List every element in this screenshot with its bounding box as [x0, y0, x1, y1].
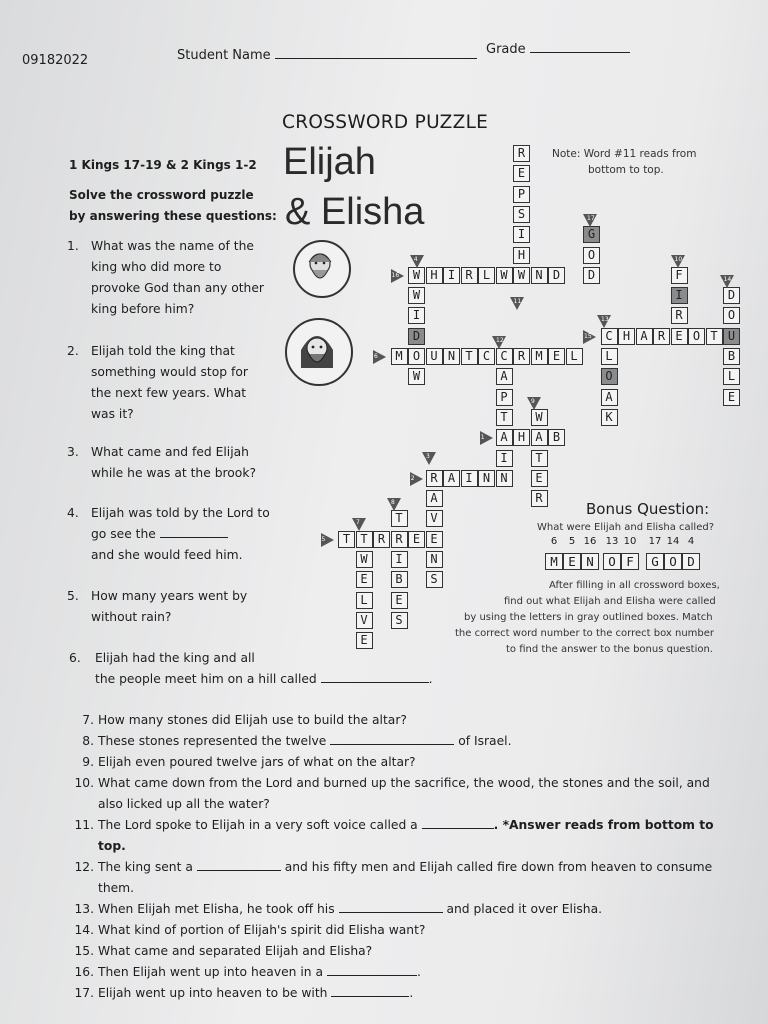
clue-marker-number: 5 — [321, 535, 326, 543]
clue-marker-number: 2 — [410, 474, 415, 482]
crossword-cell[interactable]: V — [426, 510, 443, 527]
crossword-cell[interactable]: A — [531, 429, 548, 446]
crossword-cell[interactable]: W — [496, 267, 513, 284]
crossword-cell[interactable]: E — [513, 165, 530, 182]
crossword-cell[interactable]: M — [391, 348, 408, 365]
crossword-cell[interactable]: R — [391, 531, 408, 548]
question-4 — [67, 503, 273, 566]
question-text-after: . — [409, 986, 414, 1000]
crossword-cell[interactable]: O — [408, 348, 425, 365]
question-number: 1. — [67, 239, 79, 253]
grade-label — [486, 41, 630, 57]
bonus-instructions-3: by using the letters in gray outlined boxes. Match — [464, 612, 713, 623]
crossword-cell[interactable]: C — [601, 328, 618, 345]
crossword-cell[interactable]: T — [531, 450, 548, 467]
clue-marker-6 — [373, 350, 386, 364]
clue-marker-number: 6 — [374, 353, 378, 360]
clue-marker-2 — [410, 472, 423, 486]
crossword-cell[interactable]: L — [356, 592, 373, 609]
crossword-cell[interactable]: W — [408, 287, 425, 304]
question-number: 14. — [74, 923, 94, 937]
clue-marker-number: 15 — [584, 332, 592, 340]
crossword-cell[interactable]: D — [548, 267, 565, 284]
crossword-cell[interactable]: B — [391, 571, 408, 588]
crossword-cell[interactable]: E — [426, 531, 443, 548]
crossword-cell[interactable]: B — [548, 429, 565, 446]
question-text-after: . *Answer reads from bottom to — [493, 818, 714, 832]
question-number: 10. — [74, 776, 94, 790]
crossword-cell[interactable]: H — [426, 267, 443, 284]
clue-marker-number: 17 — [587, 214, 595, 222]
clue-marker-number: 16 — [391, 271, 400, 279]
crossword-cell[interactable]: I — [671, 287, 688, 304]
crossword-cell[interactable]: R — [426, 470, 443, 487]
elisha-portrait-icon — [285, 318, 353, 386]
clue-marker-number: 7 — [356, 519, 360, 527]
crossword-cell[interactable]: H — [618, 328, 635, 345]
crossword-cell[interactable]: I — [461, 470, 478, 487]
crossword-cell[interactable]: R — [461, 267, 478, 284]
crossword-cell[interactable]: R — [671, 307, 688, 324]
bonus-box-number: 10 — [623, 536, 637, 547]
crossword-cell[interactable]: B — [723, 348, 740, 365]
bonus-answer-box[interactable]: N — [581, 553, 599, 570]
crossword-cell[interactable]: N — [531, 267, 548, 284]
bonus-box-number: 14 — [666, 536, 680, 547]
crossword-cell[interactable]: N — [478, 470, 495, 487]
crossword-cell[interactable]: E — [391, 592, 408, 609]
answer-blank[interactable] — [339, 901, 443, 913]
question-number: 9. — [82, 755, 94, 769]
question-number: 4. — [67, 506, 79, 520]
bonus-box-number: 4 — [687, 536, 695, 547]
crossword-cell[interactable]: S — [426, 571, 443, 588]
question-text: Elijah even poured twelve jars of what on the altar? — [98, 755, 416, 769]
crossword-cell[interactable]: R — [513, 145, 530, 162]
question-text: The Lord spoke to Elijah in a very soft voice called a — [98, 818, 418, 832]
question-2 — [67, 341, 263, 425]
question-number: 17. — [74, 986, 94, 1000]
question-text: Then Elijah went up into heaven in a — [98, 965, 324, 979]
student-name-text: Student Name — [177, 48, 271, 63]
question-7 — [72, 710, 762, 731]
question-text: What came and fed Elijah while he was at the brook? — [91, 445, 256, 480]
question-text: What was the name of the king who did more to provoke God than any other king before him? — [91, 239, 264, 316]
crossword-cell[interactable]: W — [513, 267, 530, 284]
crossword-cell[interactable]: T — [338, 531, 355, 548]
crossword-cell[interactable]: S — [391, 612, 408, 629]
page-title: CROSSWORD PUZZLE — [282, 112, 489, 133]
crossword-cell[interactable]: U — [426, 348, 443, 365]
crossword-cell[interactable]: S — [513, 206, 530, 223]
bonus-box-number: 13 — [605, 536, 619, 547]
crossword-cell[interactable]: A — [496, 429, 513, 446]
question-number: 7. — [82, 713, 94, 727]
bonus-answer-box[interactable]: D — [682, 553, 700, 570]
question-text: Elijah was told by the Lord to go see the — [91, 506, 270, 541]
question-text-after: and his fifty men and Elijah called fire down from heaven to consume — [284, 860, 713, 874]
answer-blank[interactable] — [422, 817, 494, 829]
clue-marker-8 — [387, 498, 401, 511]
clue-marker-16 — [391, 269, 404, 283]
clue-marker-10 — [671, 255, 685, 268]
crossword-cell[interactable]: C — [478, 348, 495, 365]
crossword-cell[interactable]: A — [601, 389, 618, 406]
crossword-cell[interactable]: C — [496, 348, 513, 365]
question-8 — [72, 731, 762, 752]
crossword-cell[interactable]: U — [723, 328, 740, 345]
crossword-cell[interactable]: T — [706, 328, 723, 345]
scripture-reference: 1 Kings 17-19 & 2 Kings 1-2 — [69, 158, 257, 172]
question-number: 3. — [67, 445, 79, 459]
question-text-after: and placed it over Elisha. — [446, 902, 603, 916]
bonus-answer-box[interactable]: F — [621, 553, 639, 570]
question-text: How many years went by without rain? — [91, 589, 248, 624]
question-text: What came and separated Elijah and Elisha? — [98, 944, 373, 958]
crossword-cell[interactable]: I — [513, 226, 530, 243]
crossword-cell[interactable]: A — [426, 490, 443, 507]
question-number: 13. — [74, 902, 94, 916]
clue-marker-number: 13 — [601, 316, 609, 324]
bonus-answer-box[interactable]: M — [545, 553, 563, 570]
crossword-cell[interactable]: L — [723, 368, 740, 385]
crossword-cell[interactable]: L — [478, 267, 495, 284]
crossword-cell[interactable]: W — [531, 409, 548, 426]
crossword-cell[interactable]: E — [356, 632, 373, 649]
crossword-cell[interactable]: T — [461, 348, 478, 365]
question-text: What kind of portion of Elijah's spirit did Elisha want? — [98, 923, 426, 937]
crossword-cell[interactable]: D — [583, 267, 600, 284]
student-name-label — [177, 47, 477, 63]
question-10 — [72, 773, 762, 794]
answer-blank[interactable] — [321, 671, 429, 683]
crossword-cell[interactable]: W — [356, 551, 373, 568]
question-text-continued: and she would feed him. — [91, 548, 243, 562]
bonus-title: Bonus Question: — [586, 500, 710, 518]
question-14 — [72, 920, 762, 941]
crossword-cell[interactable]: P — [513, 186, 530, 203]
crossword-cell[interactable]: I — [443, 267, 460, 284]
instructions-line1: Solve the crossword puzzle — [69, 188, 254, 202]
crossword-cell[interactable]: E — [723, 389, 740, 406]
crossword-cell[interactable]: P — [496, 389, 513, 406]
clue-marker-number: 14 — [723, 275, 732, 283]
note-line1: Note: Word #11 reads from — [552, 148, 697, 160]
bonus-box-number: 5 — [568, 536, 576, 547]
grade-blank[interactable] — [530, 41, 630, 53]
crossword-cell[interactable]: A — [496, 368, 513, 385]
bonus-box-number: 16 — [583, 536, 597, 547]
question-number: 12. — [74, 860, 94, 874]
crossword-cell[interactable]: I — [496, 450, 513, 467]
crossword-cell[interactable]: I — [408, 307, 425, 324]
question-number: 5. — [67, 589, 79, 603]
clue-marker-12 — [492, 336, 506, 349]
question-text: Elijah told the king that something would stop for the next few years. What was it? — [91, 344, 248, 421]
crossword-cell[interactable]: E — [408, 531, 425, 548]
crossword-cell[interactable]: T — [496, 409, 513, 426]
elijah-portrait-icon — [293, 240, 351, 298]
clue-marker-9 — [527, 397, 541, 410]
bonus-answer-box[interactable]: G — [646, 553, 664, 570]
crossword-cell[interactable]: O — [688, 328, 705, 345]
question-text: Elijah went up into heaven to be with — [98, 986, 328, 1000]
clue-marker-number: 11 — [513, 298, 522, 306]
clue-marker-5 — [321, 533, 334, 547]
question-text-after: of Israel. — [458, 734, 512, 748]
question-6 — [69, 648, 455, 690]
crossword-cell[interactable]: O — [583, 247, 600, 264]
crossword-cell[interactable]: W — [408, 267, 425, 284]
crossword-cell[interactable]: F — [671, 267, 688, 284]
crossword-cell[interactable]: A — [636, 328, 653, 345]
question-number: 16. — [74, 965, 94, 979]
question-13 — [72, 899, 762, 920]
question-10-continued: also licked up all the water? — [98, 797, 270, 811]
clue-marker-number: 12 — [496, 336, 504, 344]
crossword-cell[interactable]: E — [548, 348, 565, 365]
question-number: 6. — [69, 651, 81, 665]
clue-marker-13 — [597, 315, 611, 328]
question-15 — [72, 941, 762, 962]
bonus-answer-box[interactable]: O — [603, 553, 621, 570]
crossword-cell[interactable]: O — [723, 307, 740, 324]
question-end: . — [428, 672, 433, 686]
question-1 — [67, 236, 271, 320]
question-16 — [72, 962, 762, 983]
crossword-cell[interactable]: R — [373, 531, 390, 548]
crossword-cell[interactable]: T — [391, 510, 408, 527]
bonus-answer-box[interactable]: O — [664, 553, 682, 570]
answer-blank[interactable] — [327, 964, 417, 976]
crossword-cell[interactable]: E — [356, 571, 373, 588]
question-list-bottom — [72, 710, 762, 1004]
bonus-box-number: 6 — [550, 536, 558, 547]
bonus-question: What were Elijah and Elisha called? — [537, 522, 715, 533]
crossword-cell[interactable]: V — [356, 612, 373, 629]
clue-marker-11 — [510, 297, 524, 310]
note-line2: bottom to top. — [588, 164, 664, 176]
crossword-cell[interactable]: G — [583, 226, 600, 243]
crossword-cell[interactable]: W — [408, 368, 425, 385]
crossword-cell[interactable]: R — [513, 348, 530, 365]
worksheet-code: 09182022 — [22, 53, 89, 68]
question-3 — [67, 442, 269, 484]
question-number: 11. — [74, 818, 94, 832]
question-text-continued: the people meet him on a hill called — [95, 672, 317, 686]
crossword-cell[interactable]: N — [496, 470, 513, 487]
clue-marker-number: 1 — [480, 434, 485, 442]
crossword-cell[interactable]: R — [531, 490, 548, 507]
crossword-cell[interactable]: E — [531, 470, 548, 487]
clue-marker-7 — [352, 518, 366, 531]
subtitle-elijah: Elijah — [283, 141, 376, 183]
crossword-cell[interactable]: D — [723, 287, 740, 304]
question-text: How many stones did Elijah use to build the altar? — [98, 713, 407, 727]
crossword-cell[interactable]: H — [513, 429, 530, 446]
crossword-cell[interactable]: O — [601, 368, 618, 385]
clue-marker-15 — [583, 330, 596, 344]
clue-marker-number: 10 — [674, 255, 683, 263]
question-number: 8. — [82, 734, 94, 748]
question-9 — [72, 752, 762, 773]
crossword-cell[interactable]: H — [513, 247, 530, 264]
clue-marker-number: 9 — [531, 397, 535, 405]
crossword-cell[interactable]: M — [531, 348, 548, 365]
crossword-cell[interactable]: N — [443, 348, 460, 365]
subtitle-elisha: & Elisha — [285, 191, 425, 233]
answer-blank[interactable] — [331, 985, 409, 997]
clue-marker-1 — [480, 431, 493, 445]
crossword-cell[interactable]: L — [601, 348, 618, 365]
clue-marker-number: 3 — [426, 452, 430, 460]
question-number: 15. — [74, 944, 94, 958]
question-5 — [67, 586, 271, 628]
crossword-cell[interactable]: T — [356, 531, 373, 548]
question-text-after: . — [416, 965, 421, 979]
clue-marker-14 — [720, 275, 734, 288]
crossword-cell[interactable]: L — [566, 348, 583, 365]
crossword-cell[interactable]: N — [426, 551, 443, 568]
crossword-cell[interactable]: D — [408, 328, 425, 345]
question-17 — [72, 983, 762, 1004]
question-text: When Elijah met Elisha, he took off his — [98, 902, 335, 916]
answer-blank[interactable] — [160, 526, 228, 538]
crossword-cell[interactable]: R — [653, 328, 670, 345]
crossword-cell[interactable]: I — [391, 551, 408, 568]
crossword-cell[interactable]: E — [671, 328, 688, 345]
answer-blank[interactable] — [330, 733, 454, 745]
clue-marker-4 — [410, 255, 424, 268]
bonus-instructions-1: After filling in all crossword boxes, — [549, 580, 720, 591]
crossword-cell[interactable]: K — [601, 409, 618, 426]
crossword-cell[interactable]: A — [443, 470, 460, 487]
bonus-instructions-2: find out what Elijah and Elisha were called — [504, 596, 716, 607]
student-name-blank[interactable] — [275, 47, 477, 59]
bonus-instructions-5: to find the answer to the bonus question. — [506, 644, 713, 655]
clue-marker-3 — [422, 452, 436, 465]
question-12 — [72, 857, 762, 878]
question-11-continued: top. — [98, 839, 126, 853]
question-text: The king sent a — [98, 860, 193, 874]
question-text: These stones represented the twelve — [98, 734, 327, 748]
clue-marker-17 — [583, 214, 597, 227]
answer-blank[interactable] — [197, 859, 281, 871]
clue-marker-number: 4 — [413, 255, 418, 263]
clue-marker-number: 8 — [391, 499, 395, 507]
bonus-answer-box[interactable]: E — [563, 553, 581, 570]
question-number: 2. — [67, 344, 79, 358]
question-text: What came down from the Lord and burned up the sacrifice, the wood, the stones and the soil, and — [98, 776, 710, 790]
bonus-box-number: 17 — [648, 536, 662, 547]
question-text: Elijah had the king and all — [95, 651, 255, 665]
bonus-instructions-4: the correct word number to the correct box number — [455, 628, 715, 639]
instructions-line2: by answering these questions: — [69, 209, 277, 223]
question-11 — [72, 815, 762, 836]
question-12-continued: them. — [98, 881, 135, 895]
grade-text: Grade — [486, 42, 526, 57]
